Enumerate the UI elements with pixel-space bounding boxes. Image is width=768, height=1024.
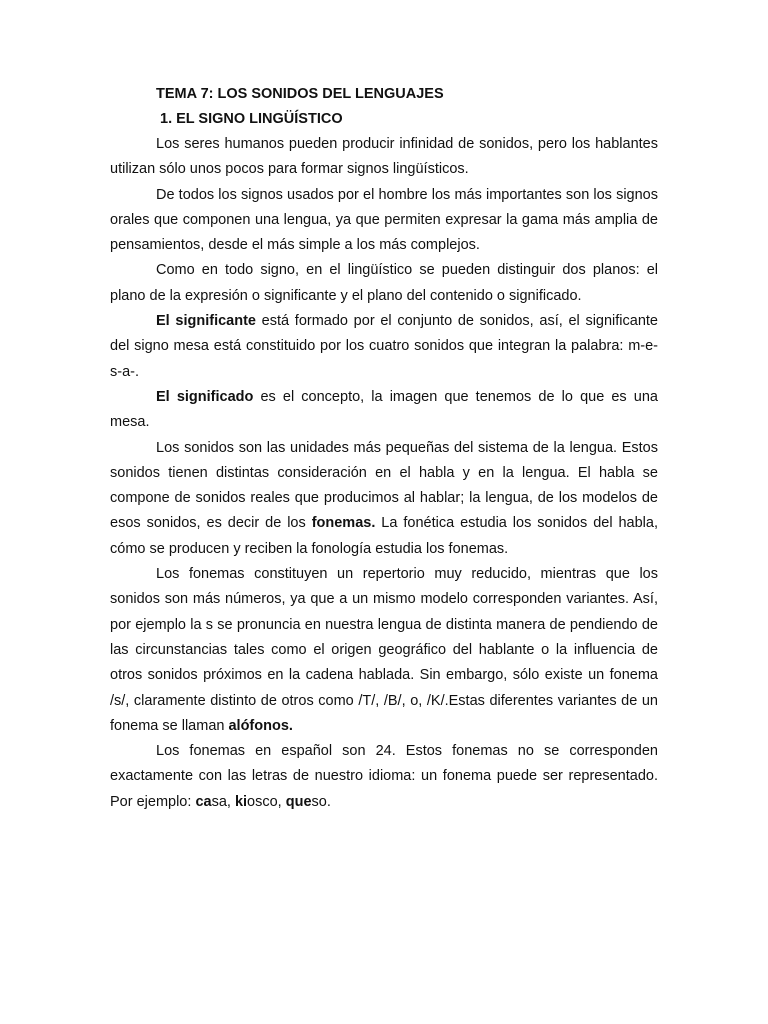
paragraph-3: Como en todo signo, en el lingüístico se pueden distinguir dos planos: el plano de la expresión o significante y el plano del contenido o significado. — [110, 262, 658, 304]
paragraph-8-text: Los fonemas en español son 24. Estos fonemas no se corresponden exactamente con las letras de nuestro idioma: un fonema puede ser representado. Por ejemplo: — [110, 743, 658, 810]
term-alofonos: alófonos. — [228, 717, 293, 734]
paragraph-5-text: es el concepto, la imagen que tenemos de lo que es una mesa. — [110, 388, 658, 431]
paragraph-4-text: está formado por el conjunto de sonidos, así, el significante del signo mesa está constituido por los cuatro sonidos que integran la palabra: m-e-s-a-. — [110, 313, 658, 380]
paragraph-8 — [110, 739, 658, 815]
example-ki: ki — [234, 793, 248, 810]
section-heading: 1. EL SIGNO LINGÜÍSTICO — [160, 111, 343, 127]
example-ki-rest: osco, — [247, 793, 286, 810]
paragraph-2: De todos los signos usados por el hombre los más importantes son los signos orales que componen una lengua, ya que permiten expresar la gama más amplia de pensamientos, desde el más simple a los más complejos. — [110, 186, 658, 254]
term-fonemas: fonemas. — [311, 515, 376, 532]
paragraph-6-text-a: Los sonidos son las unidades más pequeñas del sistema de la lengua. Estos sonidos tienen distintas consideración en el habla y en la lengua. El habla se compone de sonidos reales que producimos al hablar; la lengua, de los modelos de esos sonidos, es decir de los — [110, 439, 658, 532]
term-significado: El significado — [156, 388, 254, 405]
paragraph-6-text-b: La fonética estudia los sonidos del habla, cómo se producen y reciben la fonología estudia los fonemas. — [110, 515, 658, 557]
paragraph-5 — [110, 385, 658, 436]
document-title: TEMA 7: LOS SONIDOS DEL LENGUAJES — [156, 86, 444, 102]
paragraph-4 — [110, 309, 658, 385]
example-ca-rest: sa, — [211, 793, 235, 810]
paragraph-1: Los seres humanos pueden producir infinidad de sonidos, pero los hablantes utilizan sólo unos pocos para formar signos lingüísticos. — [110, 136, 658, 178]
example-que: que — [285, 793, 312, 810]
term-significante: El significante — [156, 313, 256, 330]
paragraph-7-text: Los fonemas constituyen un repertorio muy reducido, mientras que los sonidos son más números, ya que a un mismo modelo corresponden variantes. Así, por ejemplo la s se pronuncia en nuestra lengua de distinta manera de pendiendo de las circunstancias tales como el origen geográfico del hablante o la influencia de otros sonidos próximos en la cadena hablada. Sin embargo, sólo existe un fonema /s/, claramente distinto de otros como /T/, /B/, o, /K/.Estas diferentes variantes de un fonema se llaman — [110, 566, 658, 734]
paragraph-6 — [110, 436, 658, 562]
example-que-rest: so. — [311, 793, 331, 810]
paragraph-7 — [110, 562, 658, 739]
document-body — [110, 132, 658, 815]
example-ca: ca — [195, 793, 212, 810]
